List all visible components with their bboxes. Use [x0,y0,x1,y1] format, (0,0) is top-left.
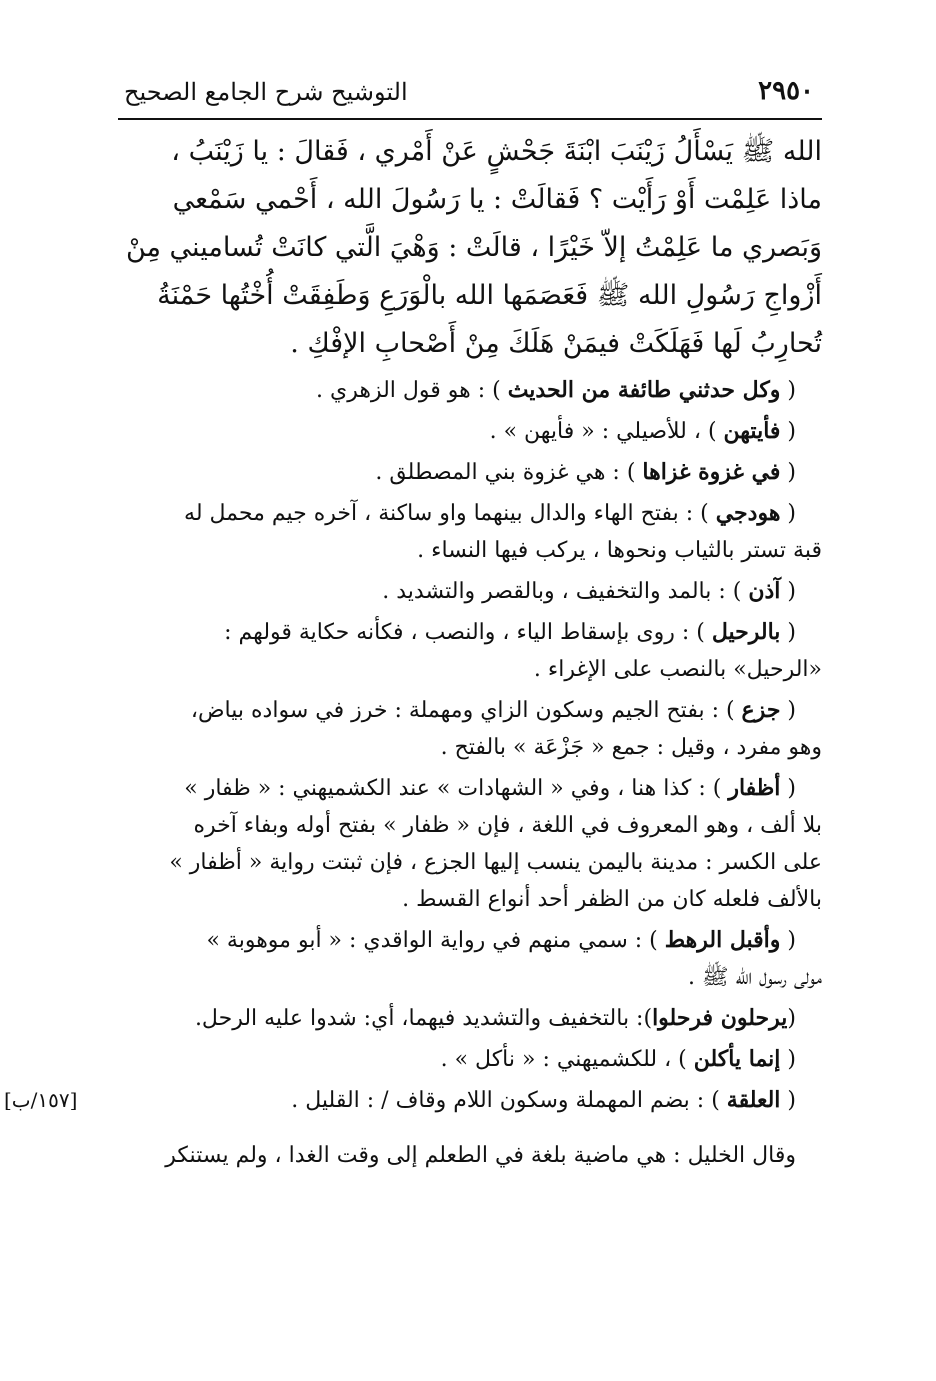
hadith-line: أَزْواجِ رَسُولِ الله ﷺ فَعَصَمَها الله بالْوَرَعِ وَطَفِقَتْ أُخْتُها حَمْنَةُ [157,280,822,311]
entry-line: ( وكل حدثني طائفة من الحديث ) : هو قول الزهري . [315,377,796,403]
entry-line: (يرحلون فرحلوا): بالتخفيف والتشديد فيهما، أي: شدوا عليه الرحل. [194,1005,796,1031]
lemma-term: يرحلون فرحلوا [652,1005,788,1031]
lemma-term: هودجي [715,500,781,526]
margin-folio-note: [١٥٧/ب] [4,1088,78,1112]
lemma-term: إنما يأكلن [693,1046,781,1072]
entry-line: وهو مفرد ، وقيل : جمع « جَزْعَة » بالفتح . [440,735,822,760]
lemma-term: فأيتهن [723,418,781,444]
lemma-term: العلقة [726,1087,781,1113]
header-rule [118,118,822,120]
hadith-line: ماذا عَلِمْت أَوْ رَأَيْت ؟ فَقالَتْ : يا رَسُولَ الله ، أَحْمي سَمْعي [172,184,822,215]
page-body [4,128,822,1178]
commentary-entry [118,692,822,766]
page-header [118,76,822,116]
commentary-entry [118,413,822,450]
hadith-line: الله ﷺ يَسْأَلُ زَيْنَبَ ابْنَةَ جَحْشٍ عَنْ أَمْري ، فَقالَ : يا زَيْنَبُ ، [171,136,822,167]
commentary-entry [118,770,822,918]
commentary-entry [4,1082,822,1119]
hadith-text [118,128,822,368]
page-number: ٢٩٥٠ [758,76,814,106]
entry-line: ( في غزوة غزاها ) : هي غزوة بني المصطلق . [375,459,796,485]
commentary-entry [118,1041,822,1078]
running-title: التوشيح شرح الجامع الصحيح [124,78,408,106]
commentary-entry [118,1000,822,1037]
lemma-term: في غزوة غزاها [642,459,781,485]
commentary-entry [118,1137,822,1174]
lemma-term: آذن [748,578,781,604]
entry-line: ( العلقة ) : بضم المهملة وسكون اللام وقاف / : القليل . [291,1087,796,1113]
lemma-term: أظفار [728,775,781,801]
entry-line: وقال الخليل : هي ماضية بلغة في الطعلم إلى وقت الغدا ، ولم يستنكر [165,1143,796,1168]
commentary [4,372,822,1174]
entry-line: ( هودجي ) : بفتح الهاء والدال بينهما واو ساكنة ، آخره جيم محمل له [184,500,796,526]
commentary-entry [118,495,822,569]
entry-line: ( جزع ) : بفتح الجيم وسكون الزاي ومهملة : خرز في سواده بياض، [190,697,796,723]
commentary-entry [118,922,822,996]
entry-line: ( بالرحيل ) : روى بإسقاط الياء ، والنصب ، فكأنه حكاية قولهم : [224,619,796,645]
lemma-term: وكل حدثني طائفة من الحديث [507,377,781,403]
commentary-entry [118,573,822,610]
lemma-term: بالرحيل [711,619,781,645]
entry-line: بالألف فلعله كان من الظفر أحد أنواع القسط . [402,887,822,912]
entry-line: ( آذن ) : بالمد والتخفيف ، وبالقصر والتشديد . [382,578,796,604]
entry-line: مولى رسول الله ﷺ . [688,965,822,990]
commentary-entry [118,614,822,688]
entry-line: على الكسر : مدينة باليمن ينسب إليها الجزع ، فإن ثبتت رواية « أظفار » [169,850,822,875]
entry-line: ( وأقبل الرهط ) : سمي منهم في رواية الواقدي : « أبو موهوبة » [206,927,796,953]
commentary-entry [118,454,822,491]
entry-line: ( إنما يأكلن ) ، للكشميهني : « نأكل » . [440,1046,796,1072]
entry-line: «الرحيل» بالنصب على الإغراء . [533,657,822,682]
entry-line: ( فأيتهن ) ، للأصيلي : « فأيهن » . [489,418,796,444]
hadith-line: وَبَصري ما عَلِمْتُ إلاّ خَيْرًا ، قالَتْ : وَهْيَ الَّتي كانَتْ تُساميني مِنْ [125,232,822,263]
lemma-term: وأقبل الرهط [664,927,781,953]
entry-line: قبة تستر بالثياب ونحوها ، يركب فيها النساء . [417,538,822,563]
entry-line: ( أظفار ) : كذا هنا ، وفي « الشهادات » عند الكشميهني : « ظفار » [184,775,796,801]
lemma-term: جزع [741,697,781,723]
entry-line: بلا ألف ، وهو المعروف في اللغة ، فإن « ظفار » بفتح أوله وبفاء آخره [193,813,822,838]
hadith-line: تُحارِبُ لَها فَهَلَكَتْ فيمَنْ هَلَكَ مِنْ أَصْحابِ الإفْكِ . [290,328,822,359]
commentary-entry [118,372,822,409]
